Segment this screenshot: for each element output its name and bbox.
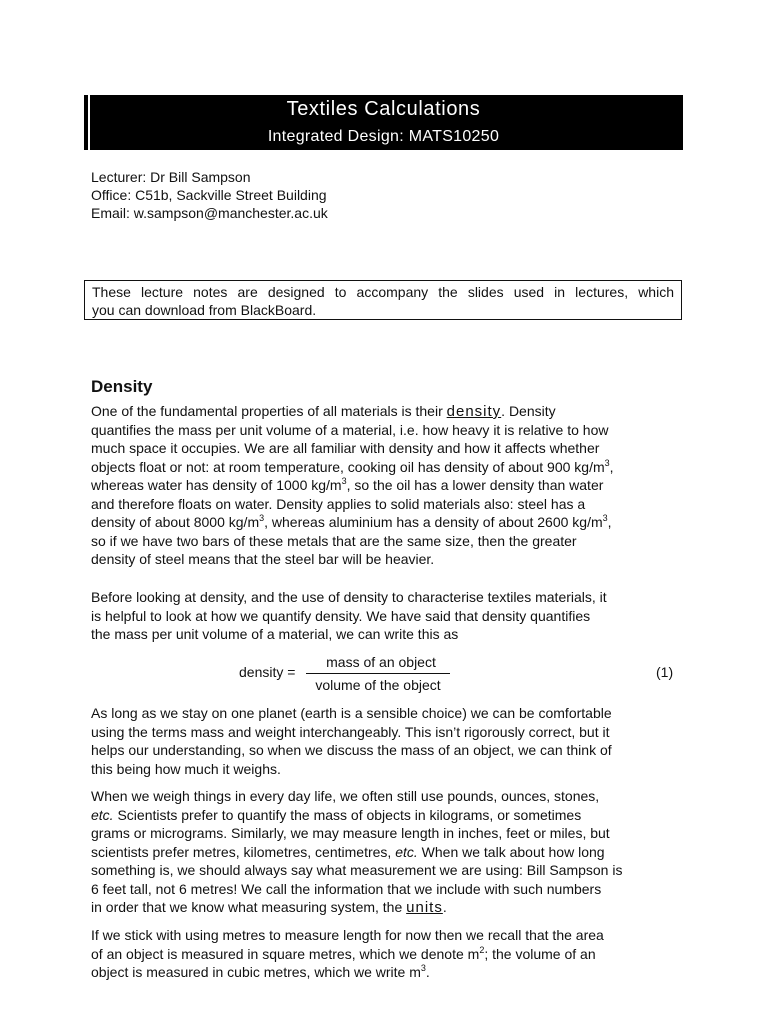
- density-equation: [0, 653, 768, 697]
- text-line: [91, 945, 681, 964]
- equation-denominator: volume of the object: [315, 677, 441, 693]
- section-heading: Density: [91, 377, 153, 396]
- paragraph-mass-weight: [91, 704, 681, 778]
- text-line: helps our understanding, so when we discuss the mass of an object, we can think of: [91, 742, 612, 758]
- text-run: One of the fundamental properties of all materials is their: [91, 403, 447, 419]
- superscript: 2: [479, 944, 485, 955]
- equation-numerator: mass of an object: [326, 654, 436, 670]
- text-run: ; the volume of an: [484, 945, 596, 962]
- text-line: [91, 402, 681, 421]
- text-line: When we weigh things in every day life, we often still use pounds, ounces, stones,: [91, 788, 600, 804]
- paragraph-quantify-density: [91, 588, 681, 644]
- text-line: [91, 806, 681, 825]
- text-line: so if we have two bars of these metals that are the same size, then the greater: [91, 532, 577, 549]
- text-line: Before looking at density, and the use of density to characterise textiles materials, it: [91, 589, 607, 605]
- superscript: 3: [341, 476, 347, 486]
- callout-line: you can download from BlackBoard.: [92, 302, 317, 318]
- text-line: grams or micrograms. Similarly, we may measure length in inches, feet or miles, but: [91, 825, 610, 841]
- text-line: 6 feet tall, not 6 metres! We call the information that we include with such numbers: [91, 880, 602, 897]
- text-line: As long as we stay on one planet (earth is a sensible choice) we can be comfortable: [91, 705, 612, 721]
- text-run: objects float or not: at room temperature, cooking oil has density of about 900 kg/m: [91, 458, 605, 475]
- text-run: When we talk about how long: [417, 843, 605, 860]
- text-run: Scientists prefer to quantify the mass of objects in kilograms, or sometimes: [113, 806, 582, 823]
- superscript: 3: [604, 457, 610, 468]
- text-line: [91, 476, 681, 495]
- text-line: If we stick with using metres to measure length for now then we recall that the area: [91, 927, 604, 943]
- paragraph-units: [91, 787, 681, 917]
- text-run: density of about 8000 kg/m: [91, 514, 260, 530]
- text-line: the mass per unit volume of a material, we can write this as: [91, 626, 459, 642]
- text-line: [91, 513, 681, 532]
- term-density: density: [446, 403, 502, 420]
- superscript: 3: [420, 963, 426, 973]
- equation-number: (1): [656, 664, 674, 680]
- text-line: density of steel means that the steel bar will be heavier.: [91, 551, 435, 567]
- text-run: whereas water has density of 1000 kg/m: [91, 477, 342, 493]
- lecturer-info: [91, 168, 328, 222]
- equation-lhs: density =: [239, 664, 296, 680]
- text-line: [91, 898, 681, 917]
- text-line: and therefore floats on water. Density applies to solid materials also: steel has a: [91, 495, 586, 512]
- paragraph-density-intro: [91, 402, 681, 569]
- lecturer-name: Lecturer: Dr Bill Sampson: [91, 169, 251, 185]
- text-line: something is, we should always say what measurement we are using: Bill Sampson is: [91, 862, 623, 878]
- text-line: [91, 963, 681, 982]
- title-banner: [84, 95, 683, 150]
- text-run: .: [442, 899, 447, 915]
- email-address: Email: w.sampson@manchester.ac.uk: [91, 205, 328, 221]
- text-run: ,: [607, 514, 612, 530]
- text-run: , so the oil has a lower density than water: [346, 477, 604, 493]
- text-run: ,: [609, 458, 614, 475]
- paragraph-area-volume: [91, 926, 681, 982]
- equation-fraction: [306, 653, 450, 694]
- text-run: . Density: [501, 403, 556, 419]
- text-line: this being how much it weighs.: [91, 760, 281, 777]
- fraction-bar: [306, 673, 450, 674]
- text-run: .: [425, 964, 430, 980]
- text-line: [91, 458, 681, 477]
- italic-run: etc.: [395, 843, 418, 860]
- superscript: 3: [259, 513, 265, 523]
- text-run: scientists prefer metres, kilometres, centimetres,: [91, 843, 396, 860]
- callout-line: These lecture notes are designed to accompany the slides used in lectures, which: [92, 284, 674, 300]
- text-line: is helpful to look at how we quantify density. We have said that density quantifies: [91, 607, 591, 624]
- text-run: , whereas aluminium has a density of about 2600 kg/m: [264, 514, 603, 530]
- text-run: object is measured in cubic metres, which we write m: [91, 964, 421, 980]
- notes-callout-box: [84, 280, 682, 320]
- text-line: much space it occupies. We are all familiar with density and how it affects whether: [91, 440, 600, 456]
- text-line: using the terms mass and weight interchangeably. This isn’t rigorously correct, but it: [91, 723, 610, 740]
- course-subtitle: Integrated Design: MATS10250: [267, 128, 500, 145]
- text-line: quantifies the mass per unit volume of a material, i.e. how heavy it is relative to how: [91, 421, 609, 438]
- office-location: Office: C51b, Sackville Street Building: [91, 187, 327, 203]
- term-units: units: [406, 899, 443, 916]
- superscript: 3: [602, 513, 608, 523]
- text-run: in order that we know what measuring system, the: [91, 899, 407, 915]
- document-title: Textiles Calculations: [286, 98, 481, 120]
- text-line: [91, 843, 681, 862]
- text-run: of an object is measured in square metres, which we denote m: [91, 945, 480, 962]
- italic-run: etc.: [91, 806, 114, 823]
